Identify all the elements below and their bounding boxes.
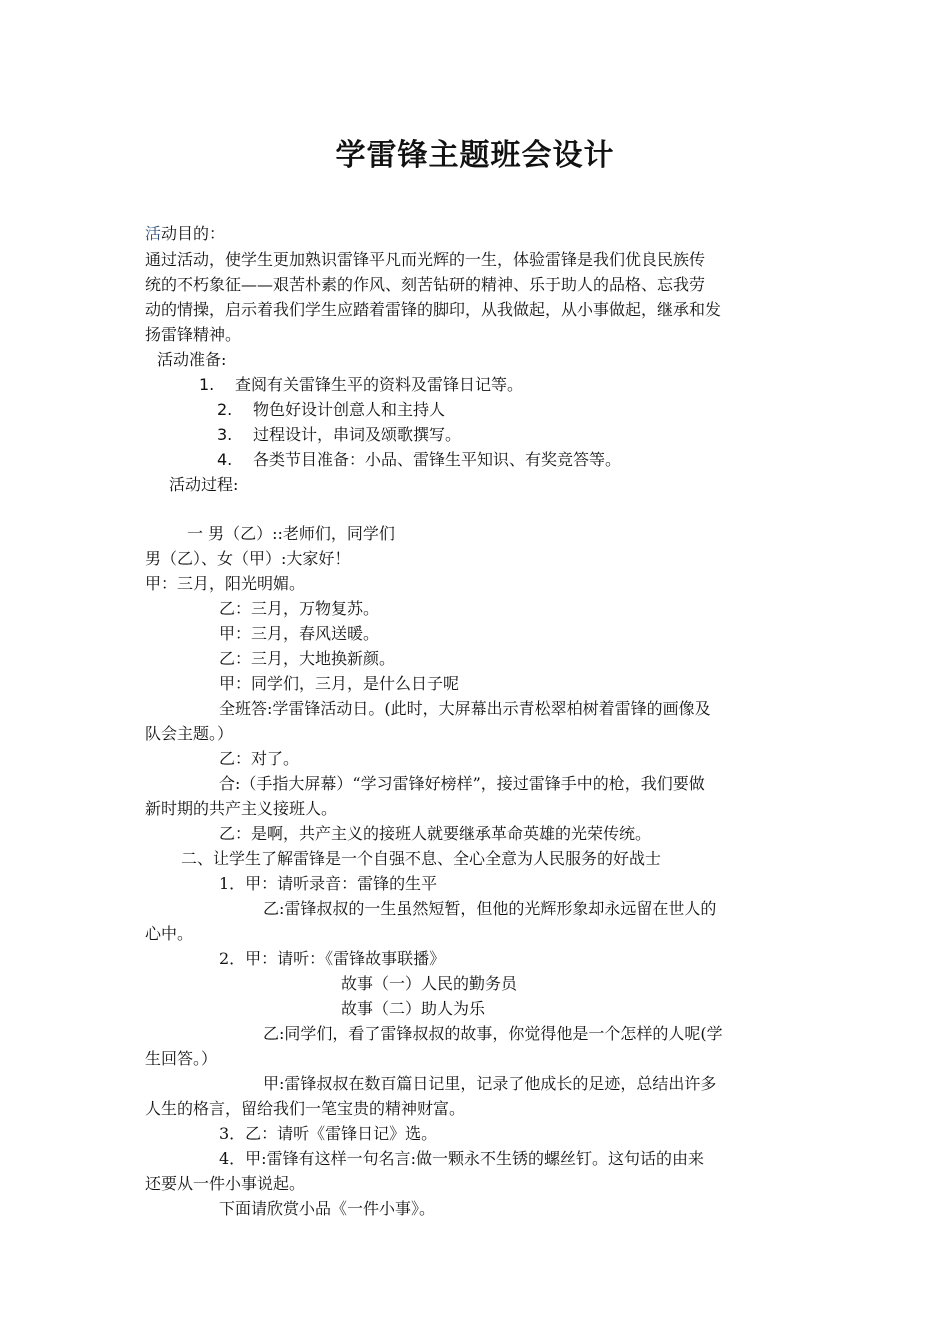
body-line: 乙:同学们，看了雷锋叔叔的故事，你觉得他是一个怎样的人呢(学 (263, 1024, 723, 1043)
prep-item-text: 过程设计，串词及颂歌撰写。 (253, 425, 462, 444)
section-heading: 二、让学生了解雷锋是一个自强不息、全心全意为人民服务的好战士 (181, 849, 662, 868)
body-line: 故事（一）人民的勤务员 (341, 974, 518, 993)
purpose-heading (145, 222, 225, 246)
body-line: 乙:雷锋叔叔的一生虽然短暂，但他的光辉形象却永远留在世人的 (263, 899, 717, 918)
body-line: 2．甲：请听：《雷锋故事联播》 (219, 949, 446, 968)
prep-heading: 活动准备: (157, 350, 227, 369)
body-line: 乙：三月，万物复苏。 (219, 599, 380, 618)
purpose-line: 动的情操，启示着我们学生应踏着雷锋的脚印，从我做起，从小事做起，继承和发 (145, 300, 722, 319)
prep-item-text: 物色好设计创意人和主持人 (253, 400, 446, 419)
process-heading: 活动过程: (169, 475, 239, 494)
body-line: 全班答:学雷锋活动日。(此时，大屏幕出示青松翠柏树着雷锋的画像及 (219, 699, 711, 718)
body-line: 一 男（乙）::老师们，同学们 (187, 524, 395, 543)
body-line: 乙：是啊，共产主义的接班人就要继承革命英雄的光荣传统。 (219, 824, 652, 843)
document-title: 学雷锋主题班会设计 (335, 138, 615, 173)
body-line: 还要从一件小事说起。 (145, 1174, 306, 1193)
body-line: 甲：同学们，三月，是什么日子呢 (219, 674, 460, 693)
body-line: 乙：对了。 (219, 749, 300, 768)
body-line: 生回答。） (145, 1049, 218, 1068)
body-line: 男（乙）、女（甲）:大家好！ (145, 549, 351, 568)
prep-item-number: 2. (217, 400, 233, 419)
purpose-line: 统的不朽象征——艰苦朴素的作风、刻苦钻研的精神、乐于助人的品格、忘我劳 (145, 275, 706, 294)
purpose-heading-rest: 动目的： (161, 224, 226, 243)
body-line: 合:（手指大屏幕）“学习雷锋好榜样”，接过雷锋手中的枪，我们要做 (219, 774, 705, 793)
body-line: 4．甲:雷锋有这样一句名言:做一颗永不生锈的螺丝钉。这句话的由来 (219, 1149, 704, 1168)
body-line: 甲：三月，春风送暖。 (219, 624, 380, 643)
body-line: 1．甲：请听录音：雷锋的生平 (219, 874, 438, 893)
prep-item-number: 3. (217, 425, 233, 444)
prep-item-4 (217, 448, 621, 472)
prep-item-text: 各类节目准备：小品、雷锋生平知识、有奖竞答等。 (253, 450, 622, 469)
prep-item-1 (199, 373, 523, 397)
body-line: 甲:雷锋叔叔在数百篇日记里，记录了他成长的足迹，总结出许多 (263, 1074, 717, 1093)
body-line: 新时期的共产主义接班人。 (145, 799, 338, 818)
purpose-heading-first-char: 活 (145, 224, 162, 243)
prep-item-3 (217, 423, 461, 447)
body-line: 下面请欣赏小品《一件小事》。 (219, 1199, 436, 1218)
body-line: 甲：三月，阳光明媚。 (145, 574, 306, 593)
body-line: 乙：三月，大地换新颜。 (219, 649, 396, 668)
prep-item-number: 1. (199, 375, 215, 394)
prep-item-number: 4. (217, 450, 233, 469)
body-line: 3．乙：请听《雷锋日记》选。 (219, 1124, 438, 1143)
purpose-line: 扬雷锋精神。 (145, 325, 242, 344)
body-line: 故事（二）助人为乐 (341, 999, 486, 1018)
prep-item-text: 查阅有关雷锋生平的资料及雷锋日记等。 (235, 375, 524, 394)
body-line: 人生的格言，留给我们一笔宝贵的精神财富。 (145, 1099, 466, 1118)
prep-item-2 (217, 398, 445, 422)
purpose-line: 通过活动，使学生更加熟识雷锋平凡而光辉的一生，体验雷锋是我们优良民族传 (145, 250, 706, 269)
body-line: 队会主题。） (145, 724, 234, 743)
body-line: 心中。 (145, 924, 194, 943)
